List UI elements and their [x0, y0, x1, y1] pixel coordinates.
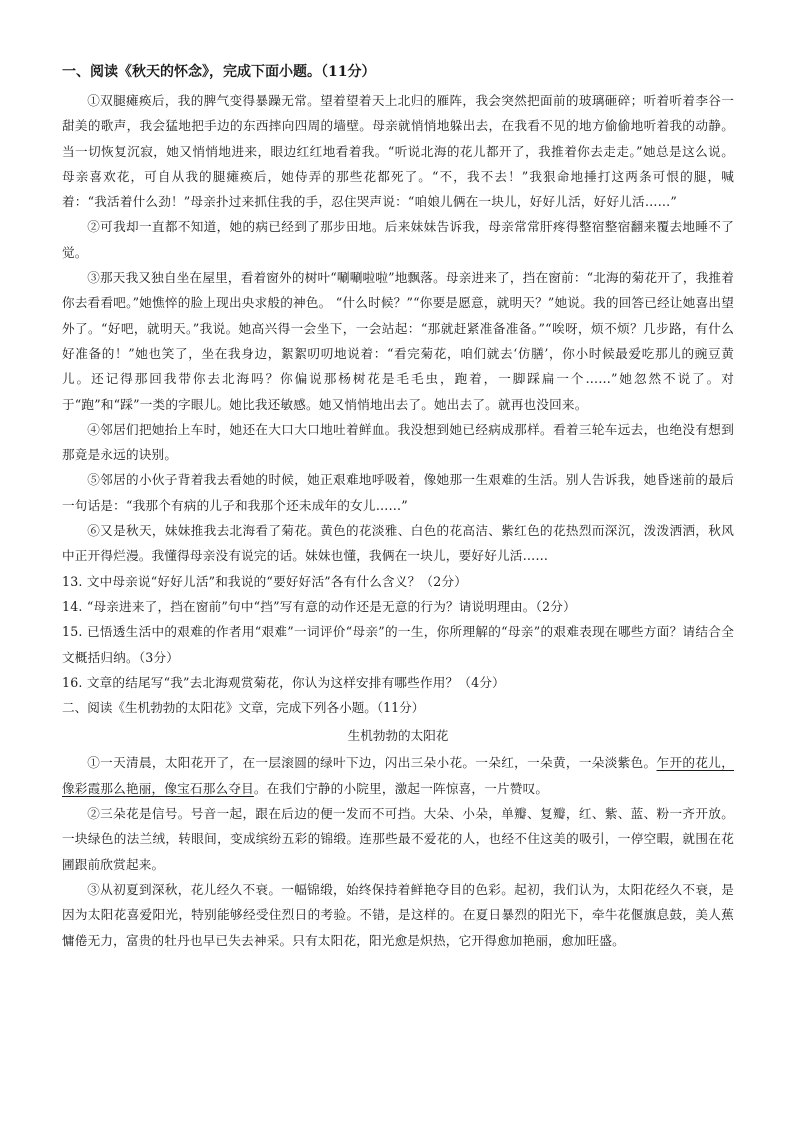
s1-paragraph-1: ①双腿瘫痪后，我的脾气变得暴躁无常。望着望着天上北归的雁阵，我会突然把面前的玻璃砸碎；听着听着李谷一甜美的歌声，我会猛地把手边的东西摔向四周的墙壁。母亲就悄悄地躲出去，在我看不见的地方偷偷地听着我的动静。当一切恢复沉寂，她又悄悄地进来，眼边红红地看着我。“听说北海的花儿都开了，我推着你去走走。”她总是这么说。母亲喜欢花，可自从我的腿瘫痪后，她侍弄的那些花都死了。“不，我不去！”我狠命地捶打这两条可恨的腿，喊着：“我活着什么劲！”母亲扑过来抓住我的手，忍住哭声说：“咱娘儿俩在一块儿，好好儿活，好好儿活……” [62, 93, 734, 210]
s2-paragraph-3: ③从初夏到深秋，花儿经久不衰。一幅锦缎，始终保持着鲜艳夺目的色彩。起初，我们认为，太阳花经久不衰，是因为太阳花喜爱阳光，特别能够经受住烈日的考验。不错，是这样的。在夏日暴烈的阳光下，牵牛花偃旗息鼓，美人蕉慵倦无力，富贵的牡丹也早已失去神采。只有太阳花，阳光愈是炽热，它开得愈加艳丽，愈加旺盛。 [62, 881, 734, 948]
article-title: 生机勃勃的太阳花 [347, 728, 449, 744]
s1-paragraph-6: ⑥又是秋天，妹妹推我去北海看了菊花。黄色的花淡雅、白色的花高洁、紫红色的花热烈而深沉，泼泼洒洒，秋风中正开得烂漫。我懂得母亲没有说完的话。妹妹也懂，我俩在一块儿，要好好儿活…… [62, 523, 734, 564]
question-13: 13. 文中母亲说“好好儿活”和我说的“要好好活”各有什么含义？（2分） [62, 573, 468, 589]
s1-paragraph-5: ⑤邻居的小伙子背着我去看她的时候，她正艰难地呼吸着，像她那一生艰难的生活。别人告诉我，她昏迷前的最后一句话是：“我那个有病的儿子和我那个还未成年的女儿……” [62, 472, 734, 513]
section-1-heading [62, 60, 734, 84]
section-1-score: （11分） [321, 64, 376, 80]
question-16: 16. 文章的结尾写“我”去北海观赏菊花，你认为这样安排有哪些作用？（4分） [62, 674, 505, 690]
s1-paragraph-4: ④邻居们把她抬上车时，她还在大口大口地吐着鲜血。我没想到她已经病成那样。看着三轮车远去，也绝没有想到那竟是永远的诀别。 [62, 421, 734, 463]
question-15: 15. 已悟透生活中的艰难的作者用“艰难”一词评价“母亲”的一生，你所理解的“母亲”的艰难表现在哪些方面？请结合全文概括归纳。（3分） [62, 624, 734, 665]
s2-p1-underlined-sentence: 乍开的花儿，像彩霞那么艳丽，像宝石那么夺目 [62, 755, 734, 796]
s1-paragraph-3: ③那天我又独自坐在屋里，看着窗外的树叶“唰唰啦啦”地飘落。母亲进来了，挡在窗前：“北海的菊花开了，我推着你去看看吧。”她憔悴的脸上现出央求般的神色。 “什么时候？”“你要是愿意，就明天？”她说。我的回答已经让她喜出望外了。“好吧，就明天。”我说。她高兴得一会坐下，一会站起：“那就赶紧准备准备。”“唉呀，烦不烦？几步路，有什么好准备的！”她也笑了，坐在我身边，絮絮叨叨地说着：“看完菊花，咱们就去‘仿膳’，你小时候最爱吃那儿的豌豆黄儿。还记得那回我带你去北海吗？你偏说那杨树花是毛毛虫，跑着，一脚踩扁一个……”她忽然不说了。对于“跑”和“踩”一类的字眼儿。她比我还敏感。她又悄悄地出去了。她出去了。就再也没回来。 [62, 270, 734, 412]
s2-paragraph-2: ②三朵花是信号。号音一起，跟在后边的便一发而不可挡。大朵、小朵，单瓣、复瓣，红、紫、蓝、粉一齐开放。一块绿色的法兰绒，转眼间，变成缤纷五彩的锦缎。连那些最不爱花的人，也经不住这美的吸引，一停空暇，就围在花圃跟前欣赏起来。 [62, 806, 734, 872]
page-content [62, 60, 734, 953]
section-2-heading: 二、阅读《生机勃勃的太阳花》文章，完成下列各小题。（11分） [62, 700, 425, 716]
s2-p1-before: ①一天清晨，太阳花开了，在一层滚圆的绿叶下边，闪出三朵小花。一朵红，一朵黄，一朵淡紫色。 [87, 755, 657, 771]
section-1-heading-text: 一、阅读《秋天的怀念》，完成下面小题。 [62, 64, 321, 80]
s2-paragraph-1 [62, 750, 734, 801]
s2-p1-after: 。在我们宁静的小院里，激起一阵惊喜，一片赞叹。 [253, 780, 549, 796]
question-14: 14. “母亲进来了，挡在窗前”句中“挡”写有意的动作还是无意的行为？请说明理由。（2分） [62, 598, 576, 614]
s1-paragraph-2: ②可我却一直都不知道，她的病已经到了那步田地。后来妹妹告诉我，母亲常常肝疼得整宿整宿翻来覆去地睡不了觉。 [62, 219, 734, 260]
